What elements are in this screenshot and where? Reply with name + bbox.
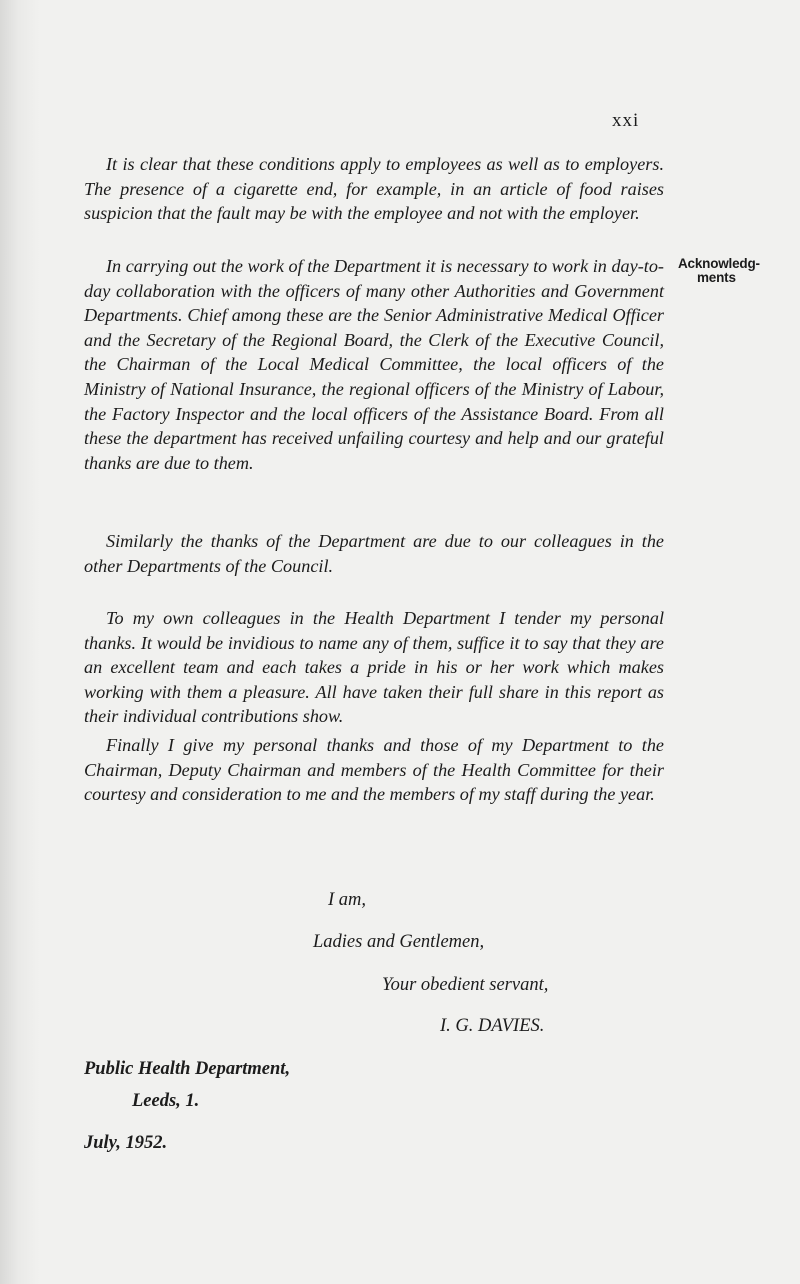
page-number: xxi [612, 110, 640, 131]
paragraph-employees: It is clear that these conditions apply to employees as well as to employers. The presence of a cigarette end, for example, in an article of food raises suspicion that the fault may be with the employee and not with the employer. [84, 154, 664, 224]
paragraph-collaboration: In carrying out the work of the Department it is necessary to work in day-to-day collaboration with the officers of many other Authorities and Government Departments. Chief among these are the Senior Administrative Medical Officer and the Secretary of the Regional Board, the Clerk of the Executive Council, the Chairman of the Local Medical Committee, the local officers of the Ministry of National Insurance, the regional officers of the Ministry of Labour, the Factory Inspector and the local officers of the Assistance Board. From all these the department has received unfailing courtesy and help and our grateful thanks are due to them. [84, 256, 664, 473]
paragraph-own-colleagues: To my own colleagues in the Health Department I tender my personal thanks. It would be invidious to name any of them, suffice it to say that they are an excellent team and each takes a pride in his or her work which makes working with them a pleasure. All have taken their full share in this report as their individual contributions show. [84, 608, 664, 727]
closing-servant: Your obedient servant, [382, 975, 549, 995]
margin-note-line2: ments [697, 270, 736, 285]
paragraph-final-thanks: Finally I give my personal thanks and those of my Department to the Chairman, Deputy Chairman and members of the Health Committee for their courtesy and consideration to me and the members of my staff during the year. [84, 735, 664, 805]
margin-note-line1: Acknowledg- [678, 256, 760, 271]
signatory-name: I. G. DAVIES. [440, 1016, 545, 1036]
paragraph-colleagues-council: Similarly the thanks of the Department are due to our colleagues in the other Departments of the Council. [84, 531, 664, 576]
closing-salutation: Ladies and Gentlemen, [313, 932, 485, 952]
address-city: Leeds, 1. [132, 1091, 200, 1111]
address-department: Public Health Department, [84, 1059, 291, 1079]
margin-note-acknowledgments [678, 257, 798, 285]
closing-i-am: I am, [328, 890, 367, 910]
document-date: July, 1952. [84, 1133, 168, 1153]
